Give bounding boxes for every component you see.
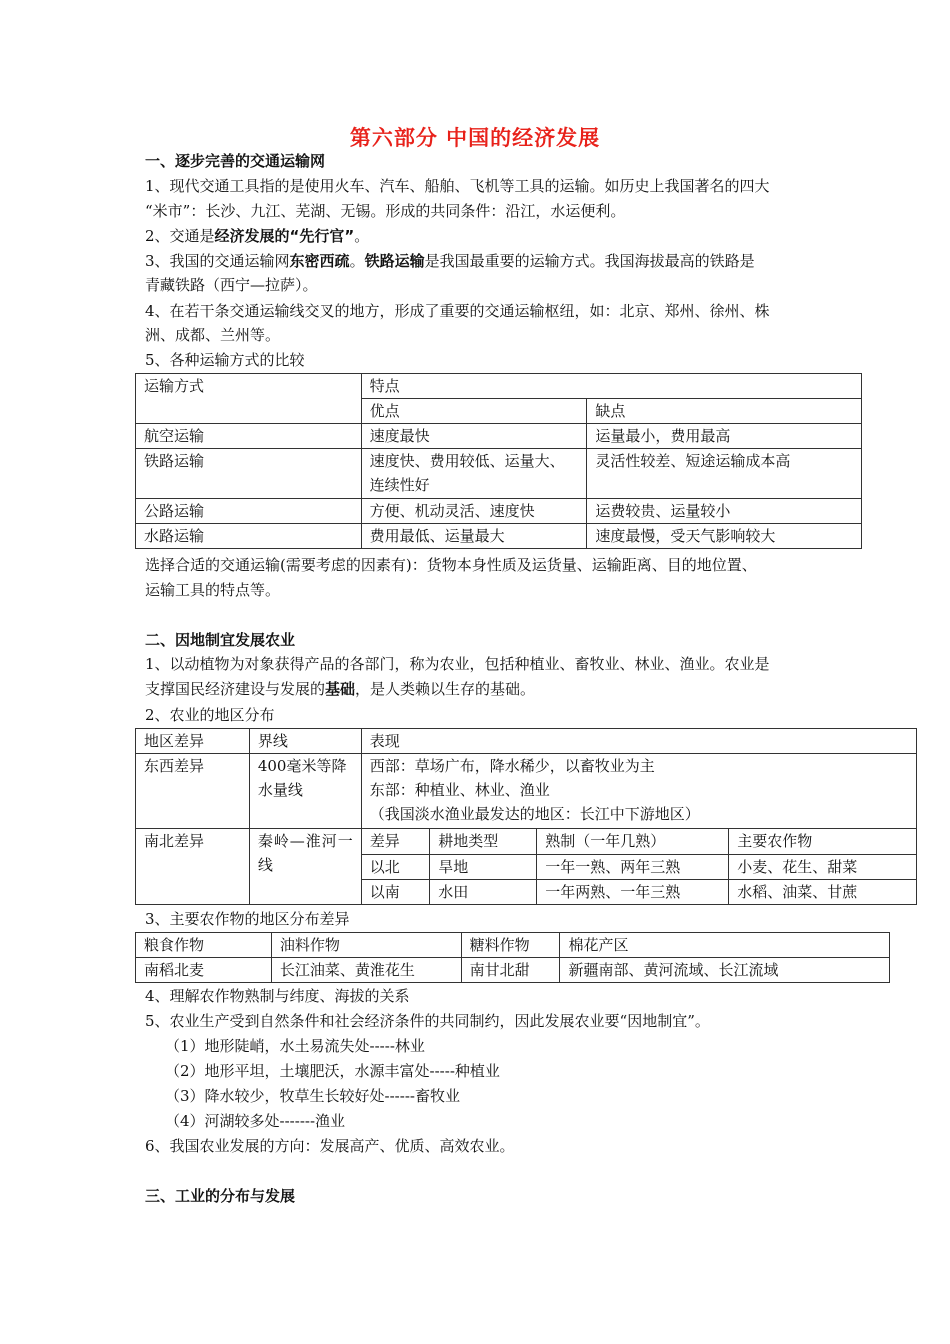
paragraph: 3、主要农作物的地区分布差异: [145, 910, 350, 928]
paragraph: 运输工具的特点等。: [145, 581, 281, 599]
section-heading-industry: 三、工业的分布与发展: [145, 1187, 296, 1205]
list-item: （2）地形平坦，土壤肥沃，水源丰富处-----种植业: [165, 1062, 500, 1080]
agriculture-distribution-table: [135, 728, 917, 905]
paragraph: 2、农业的地区分布: [145, 706, 275, 724]
header-cell: 界线: [249, 729, 361, 754]
paragraph: 5、农业生产受到自然条件和社会经济条件的共同制约，因此发展农业要“因地制宜”。: [145, 1012, 710, 1030]
header-cell: 表现: [361, 729, 916, 754]
paragraph: 6、我国农业发展的方向：发展高产、优质、高效农业。: [145, 1137, 515, 1155]
north-south-subtable: 差异 耕地类型 熟制（一年几熟） 主要农作物 以北 旱地 一年一熟、两年三熟 小麦、花生、甜菜 以南 水田 一年两熟、一年三熟 水稻、油菜、甘蔗: [362, 829, 916, 904]
crop-distribution-table: [135, 932, 890, 983]
paragraph: 5、各种运输方式的比较: [145, 351, 305, 369]
transport-comparison-table: [135, 373, 862, 549]
header-cell: 缺点: [587, 399, 862, 424]
paragraph: 1、现代交通工具指的是使用火车、汽车、船舶、飞机等工具的运输。如历史上我国著名的四大: [145, 177, 770, 195]
table-row: 南稻北麦 长江油菜、黄淮花生 南甘北甜 新疆南部、黄河流域、长江流域: [136, 958, 890, 983]
header-cell: 棉花产区: [560, 933, 890, 958]
header-cell: 地区差异: [136, 729, 250, 754]
paragraph: 1、以动植物为对象获得产品的各部门，称为农业，包括种植业、畜牧业、林业、渔业。农业是: [145, 655, 770, 673]
paragraph: 洲、成都、兰州等。: [145, 326, 281, 344]
list-item: （3）降水较少，牧草生长较好处------畜牧业: [165, 1087, 460, 1105]
paragraph: “米市”：长沙、九江、芜湖、无锡。形成的共同条件：沿江，水运便利。: [145, 202, 626, 220]
list-item: （1）地形陡峭，水土易流失处-----林业: [165, 1037, 425, 1055]
table-row: 水路运输 费用最低、运量最大 速度最慢，受天气影响较大: [136, 524, 862, 549]
table-row: 铁路运输 速度快、费用较低、运量大、连续性好 灵活性较差、短途运输成本高: [136, 449, 862, 499]
header-cell: 粮食作物: [136, 933, 272, 958]
header-cell: 特点: [361, 374, 861, 399]
section-heading-transport: 一、逐步完善的交通运输网: [145, 152, 326, 170]
header-cell: 油料作物: [271, 933, 461, 958]
table-row: 航空运输 速度最快 运量最小，费用最高: [136, 424, 862, 449]
paragraph: 4、在若干条交通运输线交叉的地方，形成了重要的交通运输枢纽，如：北京、郑州、徐州、株: [145, 302, 770, 320]
header-cell: 糖料作物: [461, 933, 560, 958]
paragraph: 选择合适的交通运输(需要考虑的因素有)：货物本身性质及运货量、运输距离、目的地位置、: [145, 556, 757, 574]
list-item: （4）河湖较多处-------渔业: [165, 1112, 346, 1130]
table-row: 南北差异 秦岭—淮河一线 差异 耕地类型 熟制（一年几熟） 主要农作物 以北 旱地 一年一熟、两年三熟 小麦、花生、甜菜 以南 水田 一年两熟、一年三熟 水稻、油菜、甘蔗: [136, 829, 917, 905]
paragraph: 青藏铁路（西宁—拉萨）。: [145, 276, 318, 294]
section-heading-agriculture: 二、因地制宜发展农业: [145, 631, 296, 649]
paragraph: 3、我国的交通运输网东密西疏。铁路运输是我国最重要的运输方式。我国海拔最高的铁路是: [145, 252, 755, 270]
table-row: 公路运输 方便、机动灵活、速度快 运费较贵、运量较小: [136, 499, 862, 524]
table-row: 东西差异 400毫米等降水量线 西部：草场广布，降水稀少，以畜牧业为主 东部：种植业、林业、渔业 （我国淡水渔业最发达的地区：长江中下游地区）: [136, 754, 917, 829]
header-cell: 优点: [361, 399, 587, 424]
header-cell: 运输方式: [136, 374, 362, 424]
paragraph: 支撑国民经济建设与发展的基础，是人类赖以生存的基础。: [145, 680, 536, 698]
paragraph: 2、交通是经济发展的“先行官”。: [145, 227, 370, 245]
paragraph: 4、理解农作物熟制与纬度、海拔的关系: [145, 987, 410, 1005]
page-title: 第六部分 中国的经济发展: [349, 126, 601, 150]
